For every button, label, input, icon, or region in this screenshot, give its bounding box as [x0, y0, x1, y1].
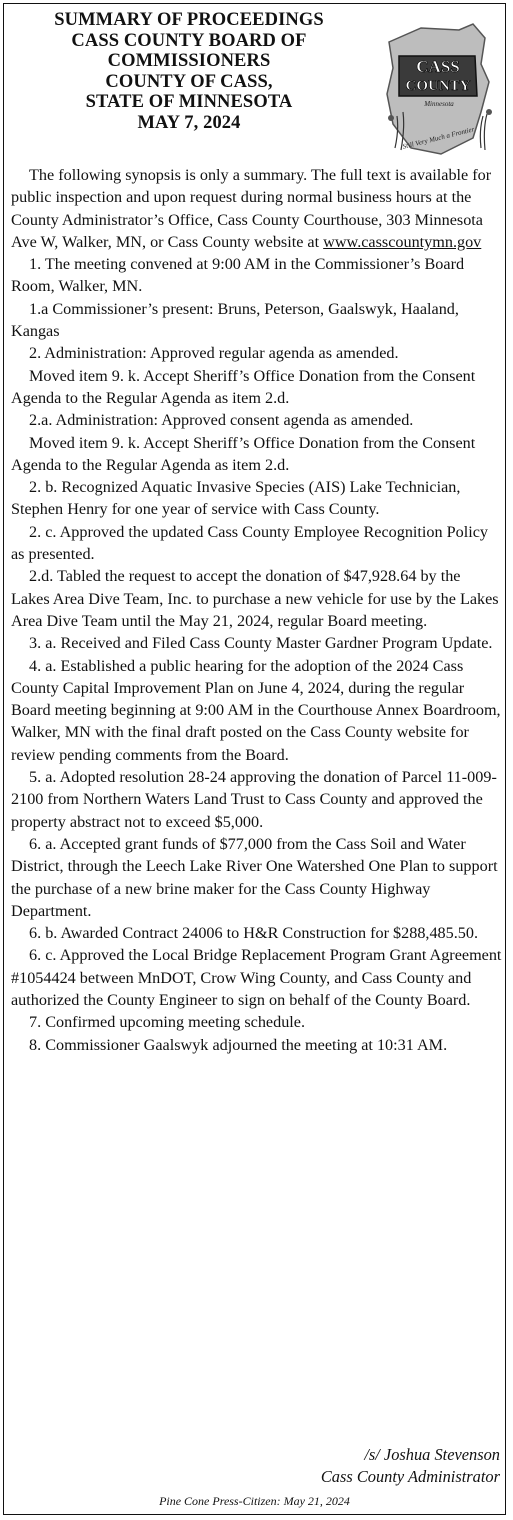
- notice-body: [11, 164, 503, 1056]
- title-line: COMMISSIONERS: [107, 51, 271, 71]
- logo-sub: Minnesota: [424, 100, 454, 108]
- logo-word-cass: CASS: [416, 57, 460, 76]
- title-line: MAY 7, 2024: [137, 112, 241, 133]
- list-item: 2. c. Approved the updated Cass County Employee Recognition Policy as presented.: [11, 522, 489, 564]
- signature-name: /s/ Joshua Stevenson: [364, 1445, 500, 1464]
- list-item: 5. a. Adopted resolution 28-24 approving the donation of Parcel 11-009-2100 from Northern Waters Land Trust to Cass County and approved the property abstract not to exceed $5,000.: [11, 768, 497, 831]
- intro-text: The following synopsis is only a summary. The full text is available for public inspection and upon request during normal business hours at the County Administrator’s Office, Cass County Courthouse, 303 Minnesota Ave W, Walker, MN, or Cass County website at: [11, 166, 492, 251]
- legal-notice: [3, 3, 506, 1515]
- title-line: STATE OF MINNESOTA: [85, 92, 293, 112]
- logo-tagline: Still Very Much a Frontier: [401, 125, 476, 151]
- signature-title: Cass County Administrator: [320, 1467, 500, 1486]
- county-website-link[interactable]: www.casscountymn.gov: [323, 232, 482, 251]
- publication-footer: Pine Cone Press-Citizen: May 21, 2024: [159, 1494, 350, 1508]
- intro-paragraph: [11, 164, 503, 253]
- list-item: 2.d. Tabled the request to accept the donation of $47,928.64 by the Lakes Area Dive Team, Inc. to purchase a new vehicle for use by the Lakes Area Dive Team until the May 21, 2024, regular Board meeting.: [11, 567, 499, 630]
- list-item: 2. Administration: Approved regular agenda as amended.: [29, 344, 399, 363]
- list-item: 7. Confirmed upcoming meeting schedule.: [29, 1013, 306, 1032]
- title-line: CASS COUNTY BOARD OF: [71, 30, 307, 51]
- title-line: SUMMARY OF PROCEEDINGS: [54, 10, 324, 30]
- list-item: 2. b. Recognized Aquatic Invasive Species (AIS) Lake Technician, Stephen Henry for one year of service with Cass County.: [11, 478, 461, 519]
- title-line: COUNTY OF CASS,: [105, 71, 273, 92]
- list-item: 3. a. Received and Filed Cass County Master Gardner Program Update.: [29, 634, 493, 653]
- list-item: 8. Commissioner Gaalswyk adjourned the meeting at 10:31 AM.: [29, 1035, 448, 1054]
- list-item: Moved item 9. k. Accept Sheriff’s Office Donation from the Consent Agenda to the Regular Agenda as item 2.d.: [11, 366, 476, 407]
- notice-header: [4, 4, 505, 162]
- list-item: 6. c. Approved the Local Bridge Replacement Program Grant Agreement #1054424 between MnDOT, Crow Wing County, and Cass County and authorized the County Engineer to sign on behalf of the County Board.: [11, 946, 502, 1009]
- list-item: 6. b. Awarded Contract 24006 to H&R Construction for $288,485.50.: [29, 924, 479, 943]
- list-item: 1. The meeting convened at 9:00 AM in the Commissioner’s Board Room, Walker, MN.: [11, 255, 465, 296]
- list-item: 4. a. Established a public hearing for the adoption of the 2024 Cass County Capital Improvement Plan on June 4, 2024, during the regular Board meeting beginning at 9:00 AM in the Courthouse Annex Boardroom, Walker, MN with the final draft posted on the Cass County website for review pending comments from the Board.: [11, 656, 501, 764]
- cass-county-logo: [381, 20, 501, 168]
- list-item: Moved item 9. k. Accept Sheriff’s Office Donation from the Consent Agenda to the Regular Agenda as item 2.d.: [11, 433, 476, 474]
- list-item: 2.a. Administration: Approved consent agenda as amended.: [29, 411, 414, 430]
- signature-block: [321, 1444, 500, 1488]
- list-item: 6. a. Accepted grant funds of $77,000 from the Cass Soil and Water District, through the Leech Lake River One Watershed One Plan to support the purchase of a new brine maker for the Cass County Highway Department.: [11, 834, 498, 920]
- notice-title: [4, 10, 374, 133]
- list-item: 1.a Commissioner’s present: Bruns, Peterson, Gaalswyk, Haaland, Kangas: [11, 299, 459, 341]
- logo-word-county: COUNTY: [405, 78, 471, 94]
